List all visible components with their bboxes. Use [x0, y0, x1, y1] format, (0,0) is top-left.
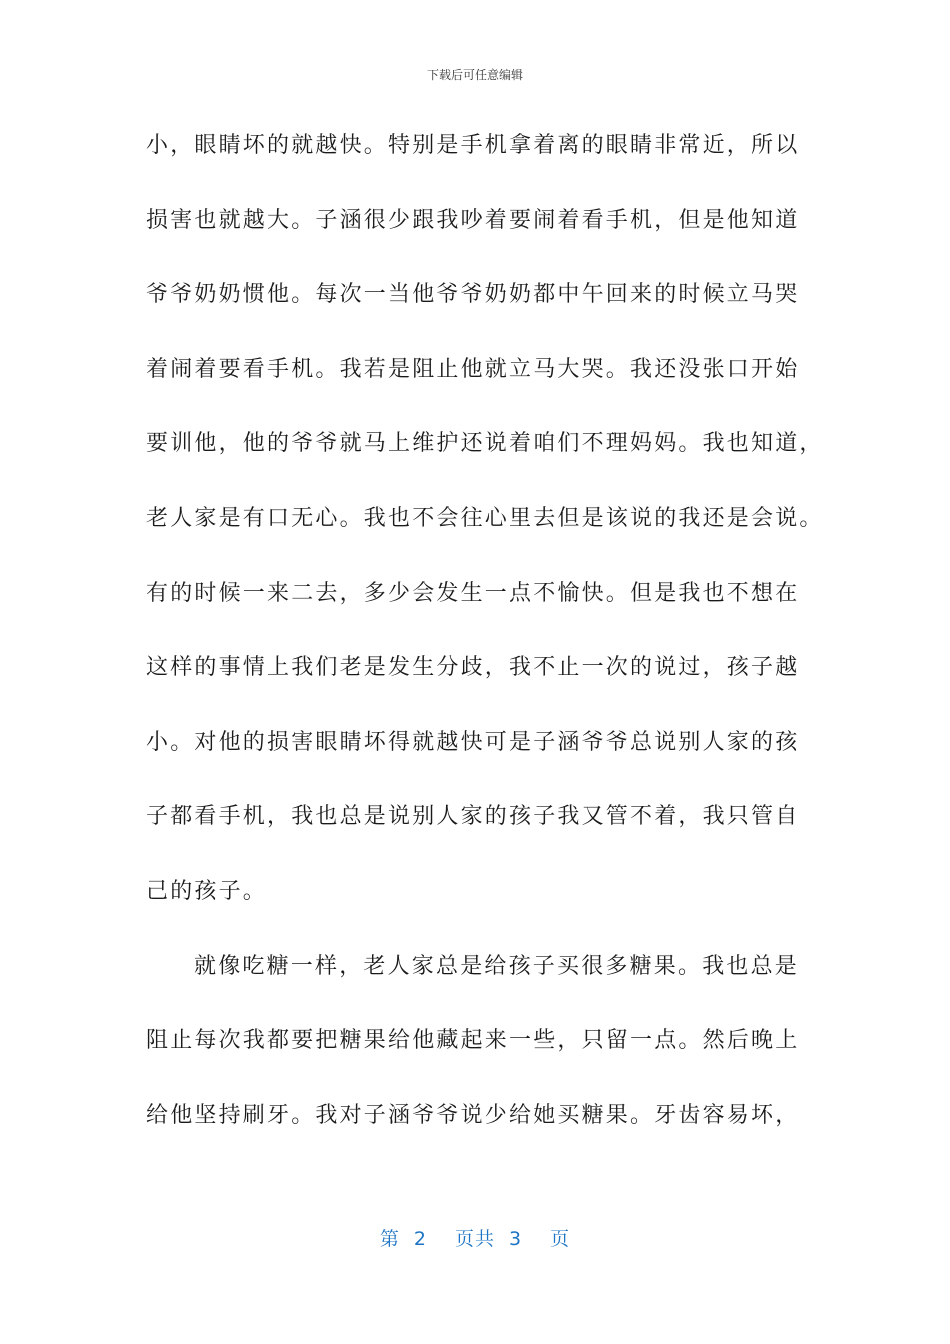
header-note: 下载后可任意编辑: [426, 68, 523, 82]
text-line: 小，眼睛坏的就越快。特别是手机拿着离的眼睛非常近，所以: [146, 133, 800, 158]
text-line: 阻止每次我都要把糖果给他藏起来一些，只留一点。然后晚上: [146, 1028, 800, 1054]
text-line: 小。对他的损害眼睛坏得就越快可是子涵爷爷总说别人家的孩: [146, 729, 800, 755]
footer-prefix: 第: [379, 1228, 400, 1250]
text-line: 己的孩子。: [146, 878, 268, 904]
text-line: 老人家是有口无心。我也不会往心里去但是该说的我还是会说。: [146, 505, 824, 531]
footer-total-pages: 3: [509, 1228, 523, 1250]
body-text: [146, 122, 824, 1166]
footer-suffix: 页: [550, 1228, 571, 1250]
footer-current-page: 2: [413, 1228, 427, 1250]
text-line: 着闹着要看手机。我若是阻止他就立马大哭。我还没张口开始: [146, 356, 800, 382]
footer-middle: 页共: [454, 1228, 495, 1250]
paragraph-start-line: 就像吃糖一样，老人家总是给孩子买很多糖果。我也总是: [194, 953, 800, 979]
text-line: 这样的事情上我们老是发生分歧，我不止一次的说过，孩子越: [146, 655, 800, 681]
text-line: 给他坚持刷牙。我对子涵爷爷说少给她买糖果。牙齿容易坏，: [146, 1102, 800, 1128]
page-footer: [0, 1224, 950, 1251]
text-line: 子都看手机，我也总是说别人家的孩子我又管不着，我只管自: [146, 804, 800, 830]
text-line: 要训他，他的爷爷就马上维护还说着咱们不理妈妈。我也知道，: [146, 431, 824, 457]
text-line: 有的时候一来二去，多少会发生一点不愉快。但是我也不想在: [146, 580, 800, 606]
text-line: 损害也就越大。子涵很少跟我吵着要闹着看手机，但是他知道: [146, 207, 800, 233]
text-line: 爷爷奶奶惯他。每次一当他爷爷奶奶都中午回来的时候立马哭: [146, 282, 800, 308]
